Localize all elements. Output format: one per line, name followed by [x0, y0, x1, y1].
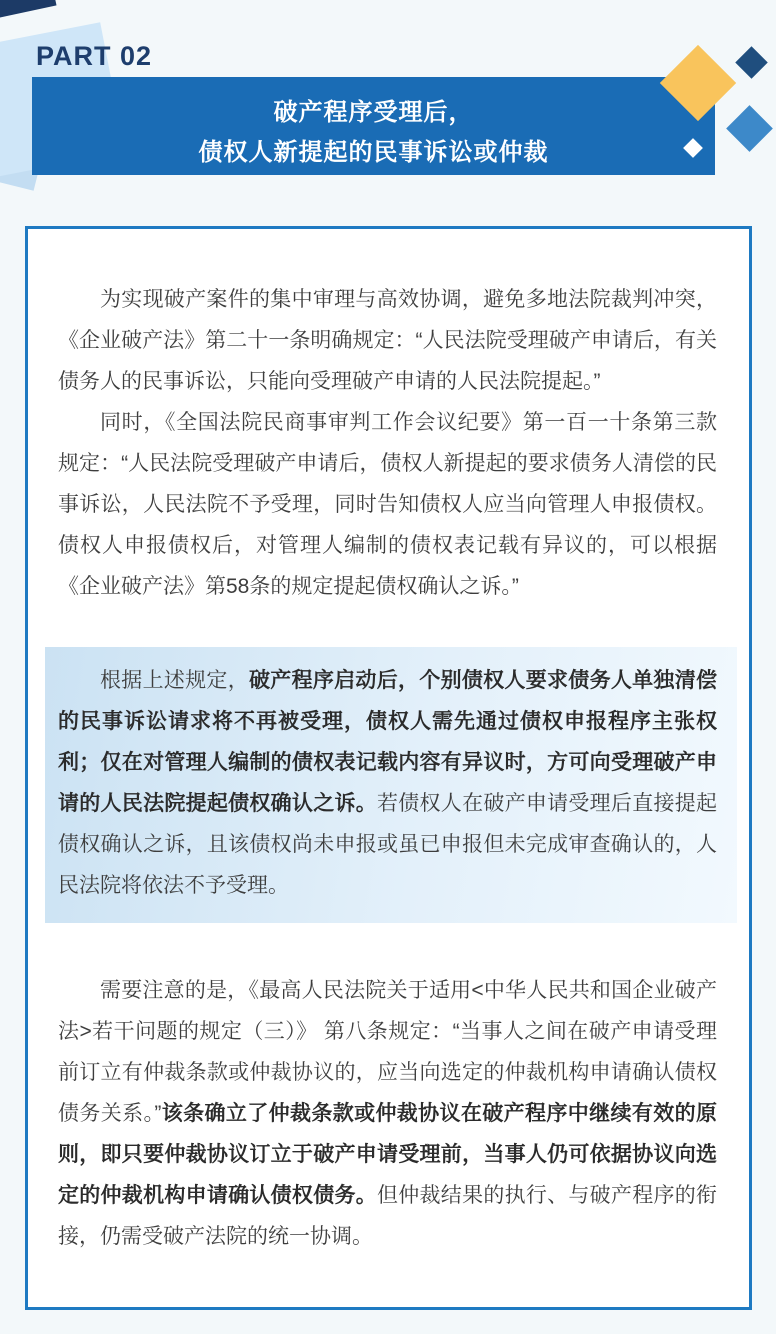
navy-diamond-icon	[735, 46, 768, 79]
banner-title-line2: 债权人新提起的民事诉讼或仲裁	[198, 139, 549, 166]
section-title-banner	[32, 77, 715, 175]
paragraph-3: 需要注意的是，《最高人民法院关于适用<中华人民共和国企业破产法>若干问题的规定（三）》 第八条规定：“当事人之间在破产申请受理前订立有仲裁条款或仲裁协议的，应当向选定的仲裁机构申请确认债权债务关系。”该条确立了仲裁条款或仲裁协议在破产程序中继续有效的原则，即只要仲裁协议订立于破产申请受理前，当事人仍可依据协议向选定的仲裁机构申请确认债权债务。但仲裁结果的执行、与破产程序的衔接，仍需受破产法院的统一协调。	[58, 979, 718, 1248]
highlight-note-paragraph: 根据上述规定，破产程序启动后，个别债权人要求债务人单独清偿的民事诉讼请求将不再被受理，债权人需先通过债权申报程序主张权利；仅在对管理人编制的债权表记载内容有异议时，方可向受理破产申请的人民法院提起债权确认之诉。若债权人在破产申请受理后直接提起债权确认之诉，且该债权尚未申报或虽已申报但未完成审查确认的，人民法院将依法不予受理。	[58, 669, 717, 897]
navy-corner-wedge-shape	[0, 0, 57, 22]
blue-diamond-icon	[726, 105, 773, 152]
paragraph-2: 同时，《全国法院民商事审判工作会议纪要》第一百一十条第三款规定：“人民法院受理破产申请后，债权人新提起的要求债务人清偿的民事诉讼，人民法院不予受理，同时告知债权人应当向管理人申报债权。债权人申报债权后，对管理人编制的债权表记载有异议的，可以根据《企业破产法》第58条的规定提起债权确认之诉。”	[58, 411, 717, 598]
content-card	[25, 226, 752, 1310]
part-label: PART 02	[36, 41, 153, 71]
paragraph-1: 为实现破产案件的集中审理与高效协调，避免多地法院裁判冲突，《企业破产法》第二十一条明确规定：“人民法院受理破产申请后，有关债务人的民事诉讼，只能向受理破产申请的人民法院提起。”	[58, 288, 717, 393]
banner-title-line1: 破产程序受理后，	[273, 99, 474, 126]
highlight-note-box	[45, 647, 737, 923]
